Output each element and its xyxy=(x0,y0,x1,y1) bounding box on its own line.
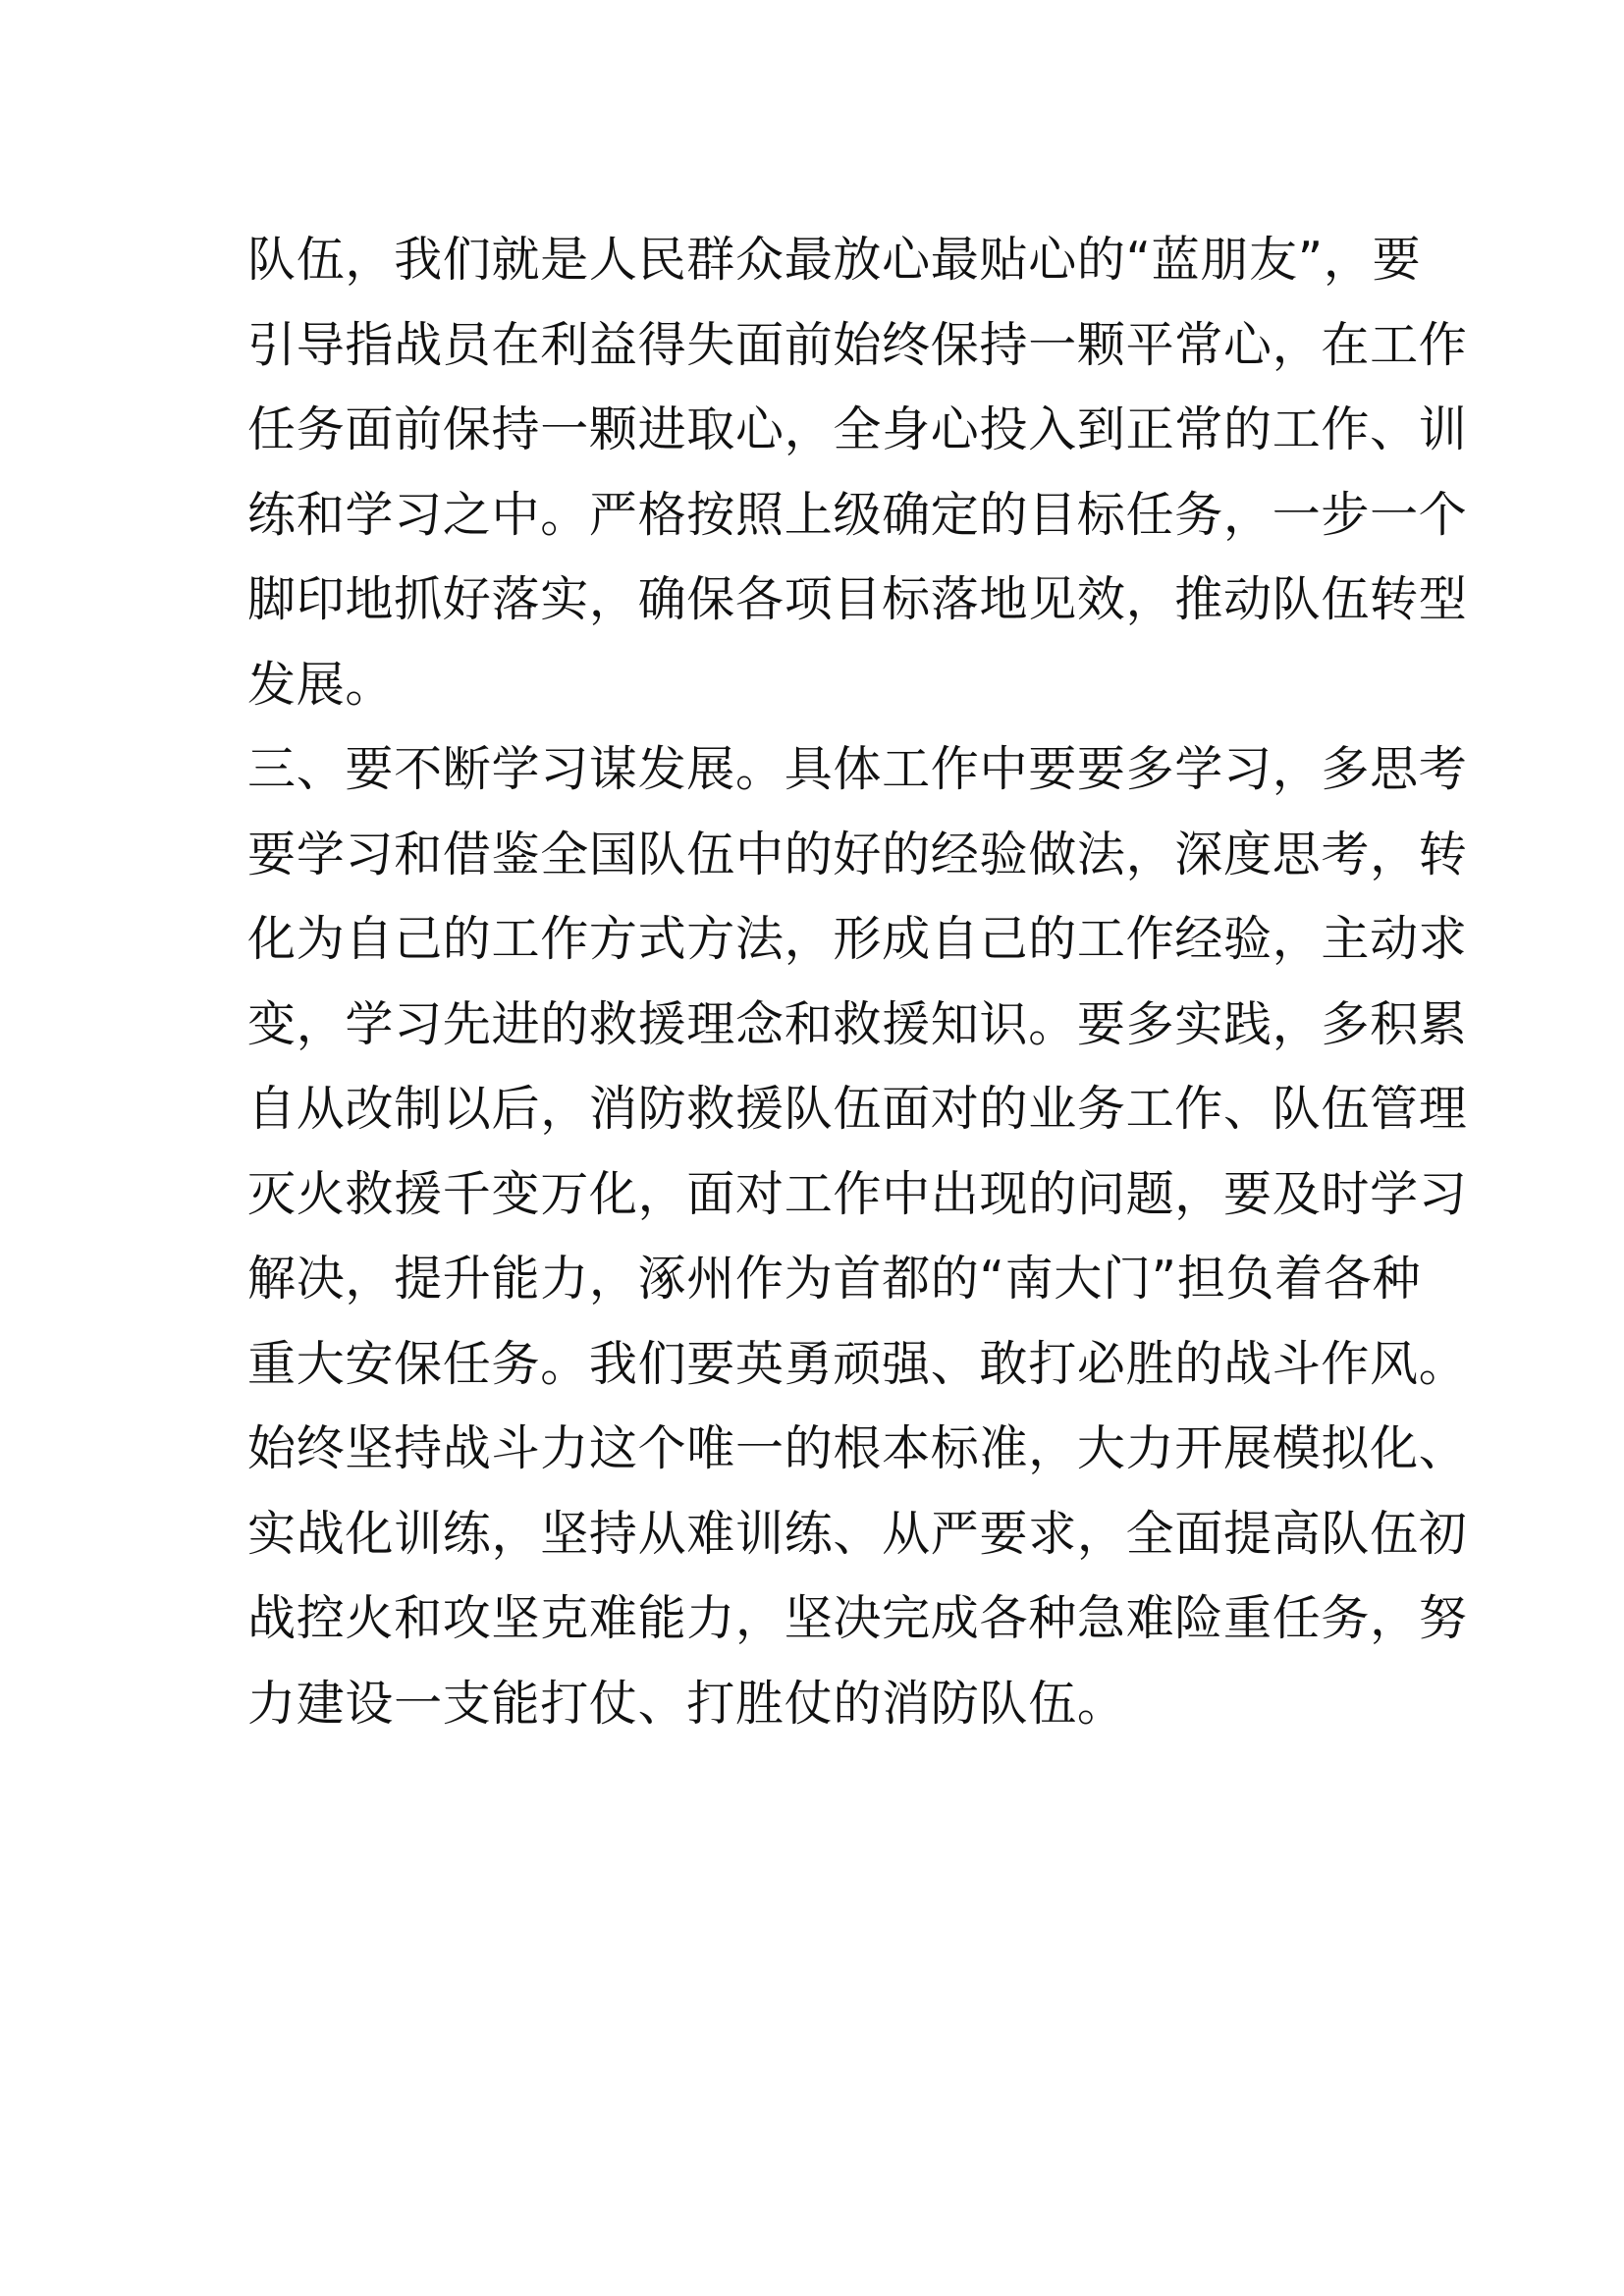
document-line-11: 自从改制以后，消防救援队伍面对的业务工作、队伍管理 xyxy=(247,1081,1468,1137)
document-line-01: 队伍，我们就是人民群众最放心最贴心的“蓝朋友”，要 xyxy=(247,232,1422,288)
document-line-09: 化为自己的工作方式方法，形成自己的工作经验，主动求 xyxy=(247,911,1468,967)
document-line-17: 战控火和攻坚克难能力，坚决完成各种急难险重任务，努 xyxy=(247,1590,1468,1646)
document-line-04: 练和学习之中。严格按照上级确定的目标任务，一步一个 xyxy=(247,486,1468,543)
document-line-08: 要学习和借鉴全国队伍中的好的经验做法，深度思考，转 xyxy=(247,826,1468,882)
document-line-16: 实战化训练，坚持从难训练、从严要求，全面提高队伍初 xyxy=(247,1505,1468,1562)
document-line-12: 灭火救援千变万化，面对工作中出现的问题，要及时学习 xyxy=(247,1165,1468,1222)
document-line-18: 力建设一支能打仗、打胜仗的消防队伍。 xyxy=(247,1675,1126,1732)
document-line-05: 脚印地抓好落实，确保各项目标落地见效，推动队伍转型 xyxy=(247,571,1468,627)
document-line-06: 发展。 xyxy=(247,656,395,713)
document-line-13: 解决，提升能力，涿州作为首都的“南大门”担负着各种 xyxy=(247,1251,1422,1307)
document-line-07: 三、要不断学习谋发展。具体工作中要要多学习，多思考 xyxy=(247,741,1468,797)
document-line-03: 任务面前保持一颗进取心，全身心投入到正常的工作、训 xyxy=(247,401,1468,457)
document-line-10: 变，学习先进的救援理念和救援知识。要多实践，多积累 xyxy=(247,995,1468,1052)
document-body-text xyxy=(247,218,1468,1746)
document-line-15: 始终坚持战斗力这个唯一的根本标准，大力开展模拟化、 xyxy=(247,1420,1468,1476)
document-line-14: 重大安保任务。我们要英勇顽强、敢打必胜的战斗作风。 xyxy=(247,1335,1468,1392)
document-line-02: 引导指战员在利益得失面前始终保持一颗平常心，在工作 xyxy=(247,316,1468,373)
